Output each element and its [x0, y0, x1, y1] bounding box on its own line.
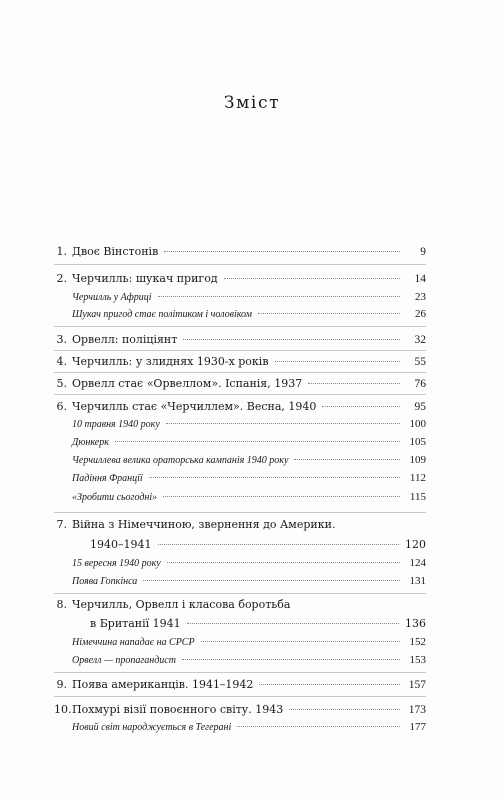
toc-entry-6[interactable]: [54, 400, 426, 413]
chapter-title: Орвелл: поліціянт: [72, 333, 178, 346]
dot-leader: [294, 458, 400, 460]
toc-entry-1[interactable]: [54, 245, 426, 258]
dot-leader: [187, 622, 399, 624]
section-title: Черчиллева велика ораторська кампанія 1940 року: [72, 455, 289, 466]
dot-leader: [182, 658, 400, 660]
dot-leader: [237, 725, 400, 727]
page-number: 124: [409, 557, 426, 569]
dot-leader: [183, 338, 400, 340]
divider: [54, 326, 426, 327]
toc-entry-8-continued[interactable]: [72, 617, 426, 630]
page-number: 14: [414, 273, 426, 285]
page-number: 23: [415, 291, 426, 303]
page-number: 152: [409, 636, 426, 648]
chapter-number: 8.: [56, 598, 67, 611]
divider: [54, 672, 426, 673]
page-number: 177: [409, 721, 426, 733]
chapter-number: 5.: [56, 377, 67, 390]
toc-subentry[interactable]: [54, 491, 426, 503]
divider: [54, 593, 426, 594]
toc-entry-5[interactable]: [54, 377, 426, 390]
chapter-title: Орвелл стає «Орвеллом». Іспанія, 1937: [72, 377, 303, 390]
chapter-title: Війна з Німеччиною, звернення до Америки.: [72, 518, 336, 531]
toc-entry-8[interactable]: [54, 598, 426, 611]
toc-subentry[interactable]: [54, 575, 426, 587]
dot-leader: [163, 495, 400, 497]
dot-leader: [158, 543, 400, 545]
divider: [54, 394, 426, 395]
dot-leader: [275, 360, 400, 362]
toc-subentry[interactable]: [54, 472, 426, 484]
chapter-number: 10.: [54, 703, 72, 716]
toc-subentry[interactable]: [54, 418, 426, 430]
chapter-number: 2.: [56, 272, 67, 285]
dot-leader: [322, 405, 400, 407]
chapter-number: 3.: [56, 333, 67, 346]
chapter-title: Двоє Вінстонів: [72, 245, 159, 258]
chapter-title: Поява американців. 1941–1942: [72, 678, 254, 691]
page-number: 32: [414, 334, 426, 346]
chapter-title: Похмурі візії повоєнного світу. 1943: [72, 703, 284, 716]
divider: [54, 372, 426, 373]
dot-leader: [115, 440, 400, 442]
chapter-number: 4.: [56, 355, 67, 368]
page-number: 131: [409, 575, 426, 587]
page-number: 153: [409, 654, 426, 666]
toc-entry-7-continued[interactable]: [72, 538, 426, 551]
dot-leader: [167, 561, 400, 563]
toc-subentry[interactable]: [54, 436, 426, 448]
divider: [54, 350, 426, 351]
chapter-number: 6.: [56, 400, 67, 413]
divider: [54, 512, 426, 513]
page-number: 76: [414, 378, 426, 390]
chapter-number: 1.: [56, 245, 67, 258]
section-title: Новий світ народжується в Тегерані: [72, 722, 232, 733]
chapter-title: Черчилль: у злиднях 1930-х років: [72, 355, 269, 368]
divider: [54, 264, 426, 265]
page-number: 95: [414, 401, 426, 413]
toc-subentry[interactable]: [54, 308, 426, 320]
toc-subentry[interactable]: [54, 291, 426, 303]
section-title: Черчилль у Африці: [72, 292, 152, 303]
dot-leader: [164, 250, 400, 252]
chapter-title: Черчилль: шукач пригод: [72, 272, 218, 285]
page-number: 120: [405, 538, 426, 551]
toc-subentry[interactable]: [54, 636, 426, 648]
dot-leader: [224, 277, 400, 279]
section-title: 15 вересня 1940 року: [72, 558, 161, 569]
page-number: 173: [408, 704, 426, 716]
chapter-title: Черчилль, Орвелл і класова боротьба: [72, 598, 291, 611]
page-number: 105: [409, 436, 426, 448]
section-title: Дюнкерк: [72, 437, 109, 448]
toc-entry-3[interactable]: [54, 333, 426, 346]
dot-leader: [258, 312, 400, 314]
page-title: Зміст: [223, 93, 281, 113]
chapter-number: 7.: [56, 518, 67, 531]
page-number: 9: [420, 246, 426, 258]
section-title: Падіння Франції: [72, 473, 143, 484]
page-number: 100: [409, 418, 426, 430]
dot-leader: [158, 295, 400, 297]
chapter-title: Черчилль стає «Черчиллем». Весна, 1940: [72, 400, 317, 413]
dot-leader: [149, 476, 400, 478]
section-title: Орвелл — пропагандист: [72, 655, 176, 666]
section-title: 10 травня 1940 року: [72, 419, 160, 430]
page-number: 55: [414, 356, 426, 368]
toc-entry-2[interactable]: [54, 272, 426, 285]
page-number: 109: [409, 454, 426, 466]
page-number: 115: [409, 491, 426, 503]
section-title: Поява Гопкінса: [72, 576, 138, 587]
toc-subentry[interactable]: [54, 557, 426, 569]
dot-leader: [308, 382, 400, 384]
section-title: Шукач пригод стає політиком і чоловіком: [72, 309, 253, 320]
divider: [54, 696, 426, 697]
toc-subentry[interactable]: [54, 721, 426, 733]
chapter-title-continued: 1940–1941: [90, 538, 152, 551]
section-title: Німеччина нападає на СРСР: [72, 637, 195, 648]
chapter-title-continued: в Британії 1941: [90, 617, 181, 630]
page-number: 157: [408, 679, 426, 691]
toc-subentry[interactable]: [54, 454, 426, 466]
dot-leader: [289, 708, 400, 710]
section-title: «Зробити сьогодні»: [72, 492, 158, 503]
page-number: 26: [415, 308, 426, 320]
toc-entry-7[interactable]: [54, 518, 426, 531]
toc-entry-4[interactable]: [54, 355, 426, 368]
dot-leader: [259, 683, 400, 685]
dot-leader: [166, 422, 400, 424]
page-number: 112: [409, 472, 426, 484]
page-number: 136: [405, 617, 426, 630]
dot-leader: [143, 579, 400, 581]
chapter-number: 9.: [56, 678, 67, 691]
toc-entry-9[interactable]: [54, 678, 426, 691]
toc-entry-10[interactable]: [54, 703, 426, 716]
dot-leader: [201, 640, 400, 642]
toc-subentry[interactable]: [54, 654, 426, 666]
